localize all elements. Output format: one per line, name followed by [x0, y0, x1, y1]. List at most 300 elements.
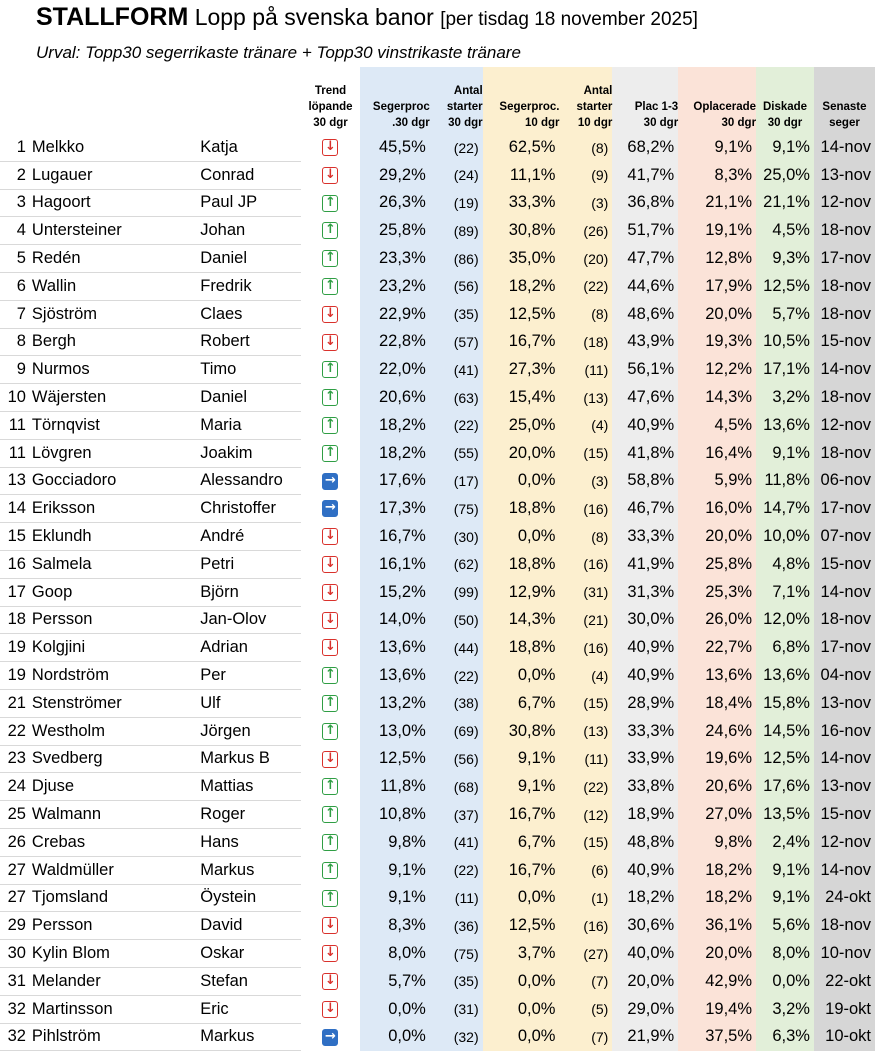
- starts30-cell: (89): [430, 217, 483, 245]
- arrow-down-icon: ↓: [322, 751, 338, 768]
- first-name-cell: Maria: [197, 411, 301, 439]
- col-disk-header: Diskade 30 dgr: [756, 67, 814, 134]
- last-name-cell: Bergh: [30, 328, 197, 356]
- trend-cell: [301, 439, 360, 467]
- starts30-cell: (22): [430, 856, 483, 884]
- senaste-cell: 13-nov: [814, 773, 875, 801]
- disk-cell: 14,7%: [756, 495, 814, 523]
- first-name-cell: Joakim: [197, 439, 301, 467]
- oplac-cell: 20,0%: [678, 940, 756, 968]
- table-row: [0, 662, 875, 690]
- last-name-cell: Sjöström: [30, 300, 197, 328]
- starts10-cell: (26): [559, 217, 612, 245]
- starts10-cell: (16): [559, 550, 612, 578]
- seg10-cell: 33,3%: [483, 189, 560, 217]
- table-row: [0, 828, 875, 856]
- last-name-cell: Pihlström: [30, 1023, 197, 1051]
- table-row: [0, 717, 875, 745]
- disk-cell: 9,1%: [756, 884, 814, 912]
- arrow-up-icon: ↑: [322, 250, 338, 267]
- oplac-cell: 16,0%: [678, 495, 756, 523]
- plac-cell: 41,7%: [612, 161, 678, 189]
- seg10-cell: 30,8%: [483, 717, 560, 745]
- last-name-cell: Westholm: [30, 717, 197, 745]
- seg30-cell: 29,2%: [360, 161, 430, 189]
- starts30-cell: (75): [430, 495, 483, 523]
- starts30-cell: (68): [430, 773, 483, 801]
- starts30-cell: (32): [430, 1023, 483, 1051]
- trend-cell: [301, 773, 360, 801]
- seg10-cell: 0,0%: [483, 884, 560, 912]
- first-name-cell: Timo: [197, 356, 301, 384]
- arrow-down-icon: ↓: [322, 917, 338, 934]
- senaste-cell: 06-nov: [814, 467, 875, 495]
- arrow-up-icon: ↑: [322, 890, 338, 907]
- seg10-cell: 18,8%: [483, 634, 560, 662]
- trend-cell: [301, 328, 360, 356]
- first-name-cell: Mattias: [197, 773, 301, 801]
- trend-cell: [301, 495, 360, 523]
- arrow-down-icon: ↓: [322, 612, 338, 629]
- seg30-cell: 8,3%: [360, 912, 430, 940]
- trend-cell: [301, 300, 360, 328]
- starts30-cell: (99): [430, 578, 483, 606]
- rank-cell: 10: [0, 384, 30, 412]
- seg10-cell: 0,0%: [483, 1023, 560, 1051]
- last-name-cell: Redén: [30, 245, 197, 273]
- seg30-cell: 14,0%: [360, 606, 430, 634]
- first-name-cell: Katja: [197, 134, 301, 161]
- plac-cell: 30,6%: [612, 912, 678, 940]
- seg10-cell: 16,7%: [483, 856, 560, 884]
- plac-cell: 33,3%: [612, 717, 678, 745]
- seg10-cell: 0,0%: [483, 995, 560, 1023]
- plac-cell: 40,9%: [612, 634, 678, 662]
- seg10-cell: 35,0%: [483, 245, 560, 273]
- rank-cell: 11: [0, 439, 30, 467]
- starts30-cell: (62): [430, 550, 483, 578]
- seg10-cell: 11,1%: [483, 161, 560, 189]
- senaste-cell: 14-nov: [814, 578, 875, 606]
- rank-cell: 1: [0, 134, 30, 161]
- last-name-cell: Eriksson: [30, 495, 197, 523]
- rank-cell: 17: [0, 578, 30, 606]
- seg30-cell: 18,2%: [360, 411, 430, 439]
- seg30-cell: 0,0%: [360, 995, 430, 1023]
- senaste-cell: 18-nov: [814, 606, 875, 634]
- trend-cell: [301, 745, 360, 773]
- arrow-up-icon: ↑: [322, 778, 338, 795]
- table-row: [0, 856, 875, 884]
- starts30-cell: (75): [430, 940, 483, 968]
- disk-cell: 3,2%: [756, 384, 814, 412]
- table-row: [0, 217, 875, 245]
- subtitle: Urval: Topp30 segerrikaste tränare + Topp30 vinstrikaste tränare: [36, 43, 521, 62]
- trend-cell: [301, 689, 360, 717]
- trend-cell: [301, 717, 360, 745]
- starts30-cell: (22): [430, 662, 483, 690]
- rank-cell: 3: [0, 189, 30, 217]
- starts30-cell: (37): [430, 801, 483, 829]
- title-date: [per tisdag 18 november 2025]: [440, 9, 698, 30]
- col-seg10-header: Segerproc. 10 dgr: [483, 67, 560, 134]
- seg30-cell: 13,0%: [360, 717, 430, 745]
- starts30-cell: (63): [430, 384, 483, 412]
- rank-cell: 27: [0, 884, 30, 912]
- plac-cell: 33,9%: [612, 745, 678, 773]
- table-row: [0, 801, 875, 829]
- table-row: [0, 773, 875, 801]
- last-name-cell: Salmela: [30, 550, 197, 578]
- trend-cell: [301, 1023, 360, 1051]
- oplac-cell: 12,2%: [678, 356, 756, 384]
- seg10-cell: 0,0%: [483, 662, 560, 690]
- disk-cell: 9,1%: [756, 134, 814, 161]
- oplac-cell: 25,3%: [678, 578, 756, 606]
- last-name-cell: Persson: [30, 606, 197, 634]
- seg10-cell: 20,0%: [483, 439, 560, 467]
- plac-cell: 43,9%: [612, 328, 678, 356]
- trend-cell: [301, 884, 360, 912]
- trend-cell: [301, 550, 360, 578]
- last-name-cell: Walmann: [30, 801, 197, 829]
- table-row: [0, 134, 875, 161]
- last-name-cell: Wäjersten: [30, 384, 197, 412]
- starts30-cell: (11): [430, 884, 483, 912]
- seg10-cell: 27,3%: [483, 356, 560, 384]
- plac-cell: 46,7%: [612, 495, 678, 523]
- trend-cell: [301, 272, 360, 300]
- arrow-down-icon: ↓: [322, 306, 338, 323]
- starts10-cell: (3): [559, 467, 612, 495]
- trend-cell: [301, 161, 360, 189]
- starts10-cell: (16): [559, 634, 612, 662]
- seg30-cell: 12,5%: [360, 745, 430, 773]
- disk-cell: 10,0%: [756, 523, 814, 551]
- first-name-cell: André: [197, 523, 301, 551]
- senaste-cell: 13-nov: [814, 689, 875, 717]
- starts30-cell: (57): [430, 328, 483, 356]
- first-name-cell: Jörgen: [197, 717, 301, 745]
- starts10-cell: (8): [559, 300, 612, 328]
- arrow-up-icon: ↑: [322, 222, 338, 239]
- col-senaste-header: Senaste seger: [814, 67, 875, 134]
- rank-cell: 27: [0, 856, 30, 884]
- table-row: [0, 634, 875, 662]
- table-row: [0, 161, 875, 189]
- disk-cell: 13,6%: [756, 662, 814, 690]
- starts10-cell: (16): [559, 912, 612, 940]
- starts30-cell: (35): [430, 300, 483, 328]
- arrow-right-icon: →: [322, 500, 338, 517]
- senaste-cell: 18-nov: [814, 912, 875, 940]
- starts30-cell: (24): [430, 161, 483, 189]
- oplac-cell: 9,8%: [678, 828, 756, 856]
- starts30-cell: (86): [430, 245, 483, 273]
- trend-cell: [301, 606, 360, 634]
- rank-cell: 16: [0, 550, 30, 578]
- oplac-cell: 8,3%: [678, 161, 756, 189]
- table-row: [0, 189, 875, 217]
- plac-cell: 33,8%: [612, 773, 678, 801]
- starts10-cell: (15): [559, 828, 612, 856]
- arrow-down-icon: ↓: [322, 973, 338, 990]
- senaste-cell: 12-nov: [814, 189, 875, 217]
- senaste-cell: 10-okt: [814, 1023, 875, 1051]
- last-name-cell: Martinsson: [30, 995, 197, 1023]
- first-name-cell: Robert: [197, 328, 301, 356]
- arrow-up-icon: ↑: [322, 361, 338, 378]
- table-row: [0, 745, 875, 773]
- seg10-cell: 62,5%: [483, 134, 560, 161]
- first-name-cell: Markus B: [197, 745, 301, 773]
- rank-cell: 8: [0, 328, 30, 356]
- starts10-cell: (9): [559, 161, 612, 189]
- starts30-cell: (30): [430, 523, 483, 551]
- seg10-cell: 0,0%: [483, 467, 560, 495]
- table-row: [0, 995, 875, 1023]
- starts10-cell: (8): [559, 134, 612, 161]
- trend-cell: [301, 523, 360, 551]
- table-row: [0, 606, 875, 634]
- oplac-cell: 16,4%: [678, 439, 756, 467]
- col-st10-header: Antal starter 10 dgr: [559, 67, 612, 134]
- starts10-cell: (8): [559, 523, 612, 551]
- last-name-cell: Persson: [30, 912, 197, 940]
- senaste-cell: 18-nov: [814, 272, 875, 300]
- last-name-cell: Lövgren: [30, 439, 197, 467]
- seg10-cell: 14,3%: [483, 606, 560, 634]
- plac-cell: 40,9%: [612, 411, 678, 439]
- col-seg30-header: Segerproc .30 dgr: [360, 67, 430, 134]
- last-name-cell: Kolgjini: [30, 634, 197, 662]
- arrow-up-icon: ↑: [322, 695, 338, 712]
- arrow-up-icon: ↑: [322, 723, 338, 740]
- starts10-cell: (3): [559, 189, 612, 217]
- first-name-cell: Fredrik: [197, 272, 301, 300]
- table-row: [0, 495, 875, 523]
- senaste-cell: 07-nov: [814, 523, 875, 551]
- starts30-cell: (41): [430, 828, 483, 856]
- rank-cell: 25: [0, 801, 30, 829]
- senaste-cell: 17-nov: [814, 245, 875, 273]
- starts30-cell: (22): [430, 134, 483, 161]
- senaste-cell: 10-nov: [814, 940, 875, 968]
- rank-cell: 19: [0, 634, 30, 662]
- oplac-cell: 14,3%: [678, 384, 756, 412]
- seg10-cell: 18,8%: [483, 495, 560, 523]
- senaste-cell: 16-nov: [814, 717, 875, 745]
- trend-cell: [301, 856, 360, 884]
- seg30-cell: 8,0%: [360, 940, 430, 968]
- rank-cell: 9: [0, 356, 30, 384]
- senaste-cell: 14-nov: [814, 134, 875, 161]
- plac-cell: 41,9%: [612, 550, 678, 578]
- disk-cell: 4,5%: [756, 217, 814, 245]
- oplac-cell: 18,2%: [678, 856, 756, 884]
- starts10-cell: (4): [559, 662, 612, 690]
- senaste-cell: 12-nov: [814, 411, 875, 439]
- senaste-cell: 24-okt: [814, 884, 875, 912]
- last-name-cell: Melander: [30, 967, 197, 995]
- page-title: [36, 3, 698, 32]
- starts10-cell: (31): [559, 578, 612, 606]
- oplac-cell: 27,0%: [678, 801, 756, 829]
- rank-cell: 23: [0, 745, 30, 773]
- first-name-cell: Jan-Olov: [197, 606, 301, 634]
- starts30-cell: (17): [430, 467, 483, 495]
- starts10-cell: (7): [559, 1023, 612, 1051]
- starts10-cell: (20): [559, 245, 612, 273]
- title-text: Lopp på svenska banor: [194, 4, 434, 30]
- plac-cell: 18,9%: [612, 801, 678, 829]
- table-row: [0, 384, 875, 412]
- brand-name: STALLFORM: [36, 3, 189, 31]
- first-name-cell: Oskar: [197, 940, 301, 968]
- table-row: [0, 439, 875, 467]
- seg10-cell: 15,4%: [483, 384, 560, 412]
- seg30-cell: 23,2%: [360, 272, 430, 300]
- first-name-cell: Christoffer: [197, 495, 301, 523]
- seg30-cell: 17,3%: [360, 495, 430, 523]
- seg30-cell: 22,8%: [360, 328, 430, 356]
- starts30-cell: (44): [430, 634, 483, 662]
- starts10-cell: (15): [559, 689, 612, 717]
- senaste-cell: 19-okt: [814, 995, 875, 1023]
- seg30-cell: 9,1%: [360, 856, 430, 884]
- table-row: [0, 1023, 875, 1051]
- senaste-cell: 14-nov: [814, 745, 875, 773]
- oplac-cell: 37,5%: [678, 1023, 756, 1051]
- disk-cell: 13,6%: [756, 411, 814, 439]
- col-plac-header: Plac 1-3 30 dgr: [612, 67, 678, 134]
- plac-cell: 47,7%: [612, 245, 678, 273]
- last-name-cell: Svedberg: [30, 745, 197, 773]
- trend-cell: [301, 828, 360, 856]
- senaste-cell: 22-okt: [814, 967, 875, 995]
- seg10-cell: 9,1%: [483, 773, 560, 801]
- seg30-cell: 25,8%: [360, 217, 430, 245]
- rank-cell: 32: [0, 1023, 30, 1051]
- senaste-cell: 13-nov: [814, 161, 875, 189]
- table-row: [0, 300, 875, 328]
- seg30-cell: 26,3%: [360, 189, 430, 217]
- seg10-cell: 3,7%: [483, 940, 560, 968]
- seg30-cell: 5,7%: [360, 967, 430, 995]
- oplac-cell: 22,7%: [678, 634, 756, 662]
- senaste-cell: 14-nov: [814, 856, 875, 884]
- seg10-cell: 18,8%: [483, 550, 560, 578]
- oplac-cell: 4,5%: [678, 411, 756, 439]
- trend-cell: [301, 217, 360, 245]
- rank-cell: 5: [0, 245, 30, 273]
- rank-cell: 21: [0, 689, 30, 717]
- seg30-cell: 9,1%: [360, 884, 430, 912]
- arrow-down-icon: ↓: [322, 139, 338, 156]
- seg10-cell: 9,1%: [483, 745, 560, 773]
- starts10-cell: (7): [559, 967, 612, 995]
- trend-cell: [301, 967, 360, 995]
- first-name-cell: Markus: [197, 1023, 301, 1051]
- rank-cell: 2: [0, 161, 30, 189]
- rank-cell: 19: [0, 662, 30, 690]
- starts10-cell: (22): [559, 773, 612, 801]
- arrow-up-icon: ↑: [322, 417, 338, 434]
- seg10-cell: 30,8%: [483, 217, 560, 245]
- last-name-cell: Eklundh: [30, 523, 197, 551]
- plac-cell: 40,0%: [612, 940, 678, 968]
- seg30-cell: 16,1%: [360, 550, 430, 578]
- senaste-cell: 17-nov: [814, 495, 875, 523]
- oplac-cell: 21,1%: [678, 189, 756, 217]
- plac-cell: 51,7%: [612, 217, 678, 245]
- trend-cell: [301, 662, 360, 690]
- oplac-cell: 20,0%: [678, 300, 756, 328]
- plac-cell: 47,6%: [612, 384, 678, 412]
- senaste-cell: 15-nov: [814, 328, 875, 356]
- seg30-cell: 10,8%: [360, 801, 430, 829]
- starts30-cell: (55): [430, 439, 483, 467]
- last-name-cell: Crebas: [30, 828, 197, 856]
- last-name-cell: Untersteiner: [30, 217, 197, 245]
- first-name-cell: Daniel: [197, 245, 301, 273]
- starts10-cell: (11): [559, 745, 612, 773]
- disk-cell: 15,8%: [756, 689, 814, 717]
- starts30-cell: (22): [430, 411, 483, 439]
- plac-cell: 30,0%: [612, 606, 678, 634]
- seg30-cell: 45,5%: [360, 134, 430, 161]
- first-name-cell: Ulf: [197, 689, 301, 717]
- starts10-cell: (13): [559, 384, 612, 412]
- first-name-cell: Paul JP: [197, 189, 301, 217]
- arrow-down-icon: ↓: [322, 556, 338, 573]
- rank-cell: 14: [0, 495, 30, 523]
- starts30-cell: (19): [430, 189, 483, 217]
- first-name-cell: Alessandro: [197, 467, 301, 495]
- trend-cell: [301, 578, 360, 606]
- starts10-cell: (16): [559, 495, 612, 523]
- seg30-cell: 13,6%: [360, 634, 430, 662]
- trend-cell: [301, 801, 360, 829]
- senaste-cell: 18-nov: [814, 384, 875, 412]
- rank-cell: 26: [0, 828, 30, 856]
- rank-cell: 32: [0, 995, 30, 1023]
- seg10-cell: 25,0%: [483, 411, 560, 439]
- trend-cell: [301, 940, 360, 968]
- rank-cell: 29: [0, 912, 30, 940]
- starts30-cell: (35): [430, 967, 483, 995]
- plac-cell: 56,1%: [612, 356, 678, 384]
- starts10-cell: (21): [559, 606, 612, 634]
- plac-cell: 31,3%: [612, 578, 678, 606]
- rank-cell: 11: [0, 411, 30, 439]
- last-name-cell: Waldmüller: [30, 856, 197, 884]
- last-name-cell: Nordström: [30, 662, 197, 690]
- plac-cell: 40,9%: [612, 662, 678, 690]
- last-name-cell: Melkko: [30, 134, 197, 161]
- last-name-cell: Djuse: [30, 773, 197, 801]
- seg10-cell: 16,7%: [483, 328, 560, 356]
- starts10-cell: (1): [559, 884, 612, 912]
- oplac-cell: 26,0%: [678, 606, 756, 634]
- table-row: [0, 245, 875, 273]
- oplac-cell: 36,1%: [678, 912, 756, 940]
- table-row: [0, 912, 875, 940]
- starts30-cell: (36): [430, 912, 483, 940]
- rank-cell: 22: [0, 717, 30, 745]
- oplac-cell: 20,0%: [678, 523, 756, 551]
- arrow-up-icon: ↑: [322, 834, 338, 851]
